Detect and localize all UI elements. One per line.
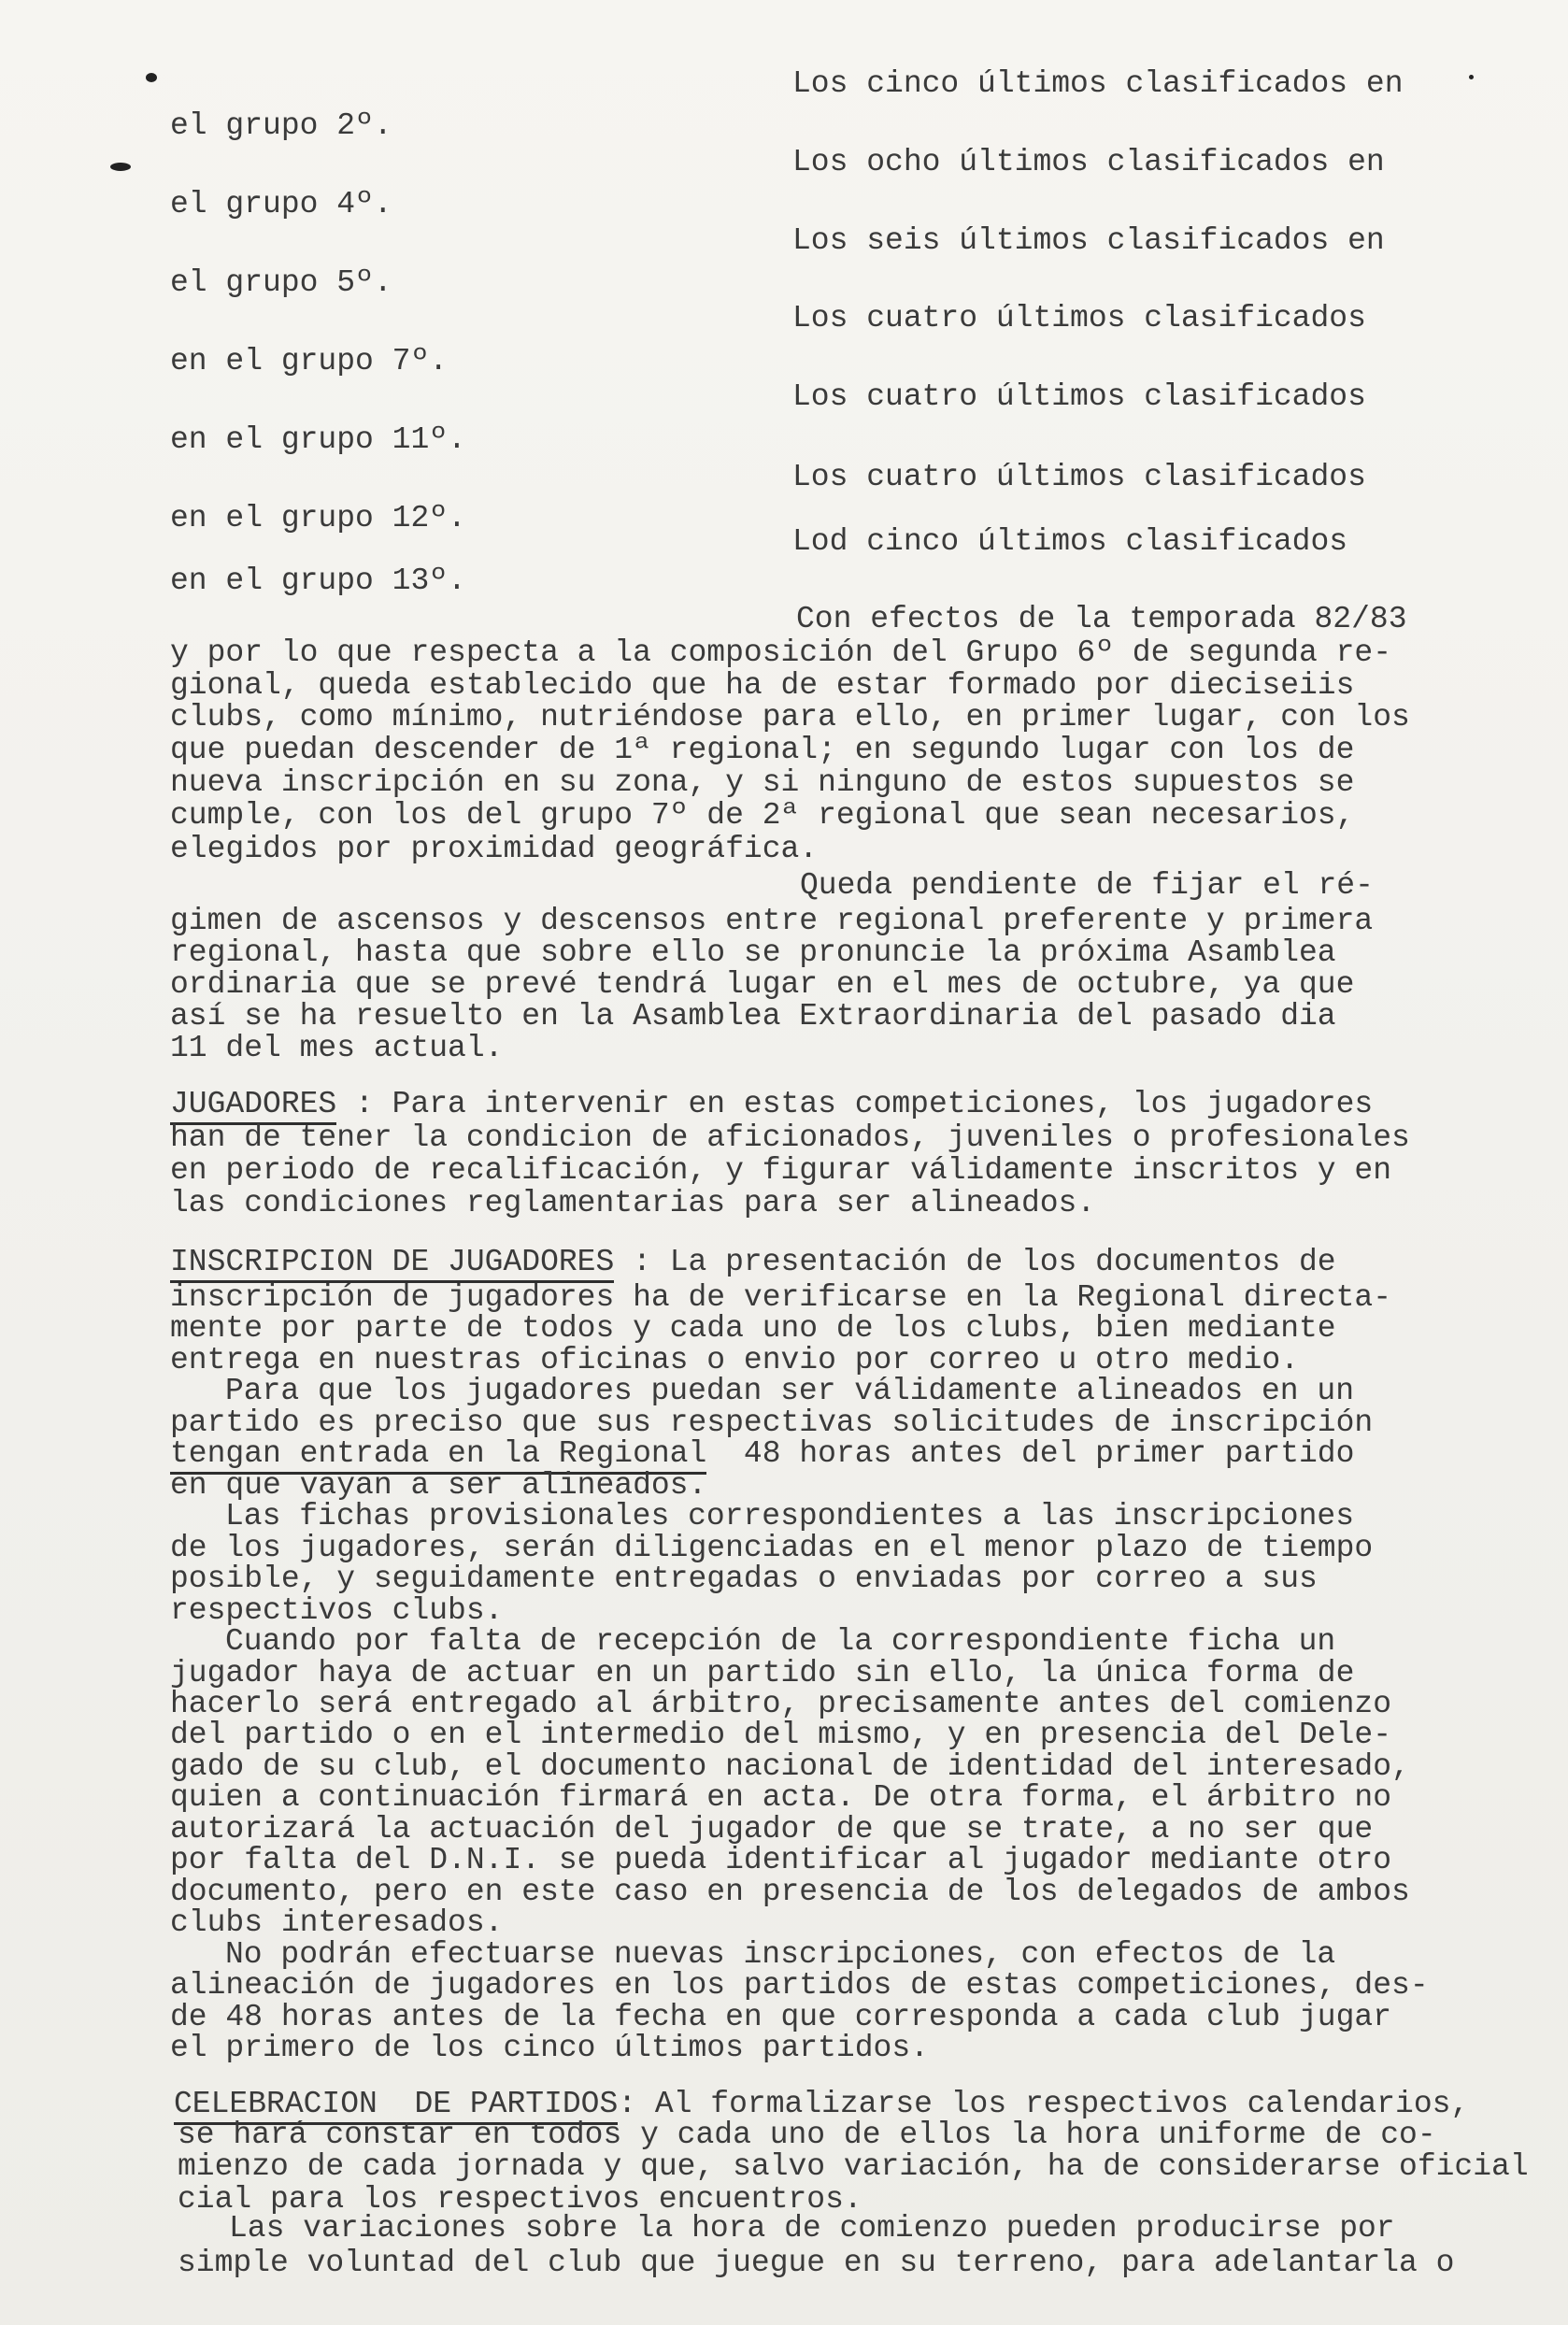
line-text: Para que los jugadores puedan ser válidamente alineados en un — [225, 1374, 1354, 1409]
line-text: respectivos clubs. — [170, 1592, 504, 1628]
text-line — [170, 1406, 1373, 1440]
text-line — [225, 1938, 1335, 1972]
text-line — [792, 67, 1404, 101]
line-text: Las variaciones sobre la hora de comienzo pueden producirse por — [229, 2211, 1395, 2246]
text-line — [170, 1813, 1373, 1847]
line-text: así se ha resuelto en la Asamblea Extraordinaria del pasado dia — [170, 999, 1336, 1034]
line-text: y por lo que respecta a la composición del Grupo 6º de segunda re- — [170, 635, 1392, 670]
underlined-heading: INSCRIPCION DE JUGADORES — [170, 1245, 614, 1283]
text-line — [229, 2212, 1395, 2246]
line-text: han de tener la condicion de aficionados, juveniles o profesionales — [170, 1120, 1410, 1155]
line-text: gimen de ascensos y descensos entre regional preferente y primera — [170, 904, 1374, 938]
text-line — [225, 1500, 1354, 1533]
text-line — [170, 799, 1354, 833]
line-text: en el grupo 13º. — [170, 563, 466, 598]
line-text: el grupo 2º. — [170, 108, 392, 143]
text-line — [170, 968, 1354, 1002]
text-line — [170, 936, 1336, 970]
line-text: : Al formalizarse los respectivos calendarios, — [618, 2087, 1470, 2121]
underlined-heading: JUGADORES — [170, 1087, 336, 1125]
line-text: del partido o en el intermedio del mismo, y en presencia del Dele- — [170, 1718, 1392, 1753]
text-line — [170, 1312, 1336, 1346]
text-line — [792, 461, 1366, 494]
text-line — [170, 266, 392, 300]
text-line — [170, 1688, 1391, 1721]
text-line — [178, 2118, 1436, 2152]
text-line — [170, 1750, 1410, 1784]
text-line — [170, 1657, 1354, 1690]
line-text: cumple, con los del grupo 7º de 2ª regional que sean necesarios, — [170, 798, 1355, 833]
text-line — [170, 701, 1410, 735]
line-text: 48 horas antes del primer partido — [706, 1436, 1355, 1472]
text-line — [170, 1246, 1336, 1279]
text-line — [792, 525, 1347, 559]
text-line — [170, 1032, 503, 1065]
line-text: clubs interesados. — [170, 1905, 504, 1941]
line-text: Los ocho últimos clasificados en — [792, 145, 1385, 179]
underlined-heading: CELEBRACION DE PARTIDOS — [174, 2087, 618, 2125]
line-text: Los cuatro últimos clasificados — [792, 379, 1366, 414]
line-text: entrega en nuestras oficinas o envio por correo u otro medio. — [170, 1342, 1299, 1377]
line-text: de 48 horas antes de la fecha en que corresponda a cada club jugar — [170, 1999, 1392, 2034]
text-line — [170, 1562, 1318, 1596]
text-line — [174, 2088, 1469, 2121]
text-line — [792, 380, 1366, 414]
text-line — [170, 2032, 929, 2065]
text-line — [796, 603, 1407, 636]
line-text: elegidos por proximidad geográfica. — [170, 832, 819, 866]
line-text: : Para intervenir en estas competiciones, los jugadores — [336, 1087, 1374, 1121]
text-line — [170, 1437, 1354, 1471]
text-line — [170, 833, 818, 866]
line-text: : La presentación de los documentos de — [614, 1245, 1336, 1279]
line-text: jugador haya de actuar en un partido sin ello, la única forma de — [170, 1655, 1355, 1690]
line-text: inscripción de jugadores ha de verificarse en la Regional directa- — [170, 1280, 1392, 1315]
underlined-heading: tengan entrada en la Regional — [170, 1436, 706, 1475]
line-text: que puedan descender de 1ª regional; en segundo lugar con los de — [170, 733, 1355, 767]
line-text: de los jugadores, serán diligenciadas en el menor plazo de tiempo — [170, 1530, 1374, 1565]
line-text: clubs, como mínimo, nutriéndose para ello, en primer lugar, con los — [170, 700, 1410, 735]
text-line — [170, 1594, 503, 1628]
text-line — [170, 1781, 1391, 1815]
line-text: quien a continuación firmará en acta. De otra forma, el árbitro no — [170, 1780, 1392, 1816]
text-line — [170, 1876, 1410, 1909]
line-text: mente por parte de todos y cada uno de los clubs, bien mediante — [170, 1311, 1336, 1347]
text-line — [170, 636, 1391, 670]
line-text: regional, hasta que sobre ello se pronuncie la próxima Asamblea — [170, 935, 1336, 970]
line-text: Las fichas provisionales correspondientes a las inscripciones — [225, 1499, 1354, 1534]
line-text: partido es preciso que sus respectivas solicitudes de inscripción — [170, 1405, 1374, 1440]
text-line — [170, 1469, 706, 1503]
line-text: el primero de los cinco últimos partidos. — [170, 2031, 929, 2066]
line-text: Con efectos de la temporada 82/83 — [796, 602, 1407, 636]
text-line — [178, 2150, 1529, 2184]
text-line — [170, 423, 466, 457]
line-text: cial para los respectivos encuentros. — [178, 2182, 862, 2217]
text-line — [170, 669, 1354, 703]
line-text: 11 del mes actual. — [170, 1031, 504, 1065]
text-line — [170, 2001, 1391, 2034]
text-line — [170, 502, 466, 535]
text-line — [225, 1375, 1354, 1408]
line-text: en periodo de recalificación, y figurar válidamente inscritos y en — [170, 1153, 1392, 1188]
line-text: Cuando por falta de recepción de la correspondiente ficha un — [225, 1624, 1336, 1660]
line-text: Lod cinco últimos clasificados — [792, 524, 1348, 559]
line-text: Los seis últimos clasificados en — [792, 223, 1385, 258]
line-text: No podrán efectuarse nuevas inscripciones, con efectos de la — [225, 1936, 1336, 1972]
text-line — [170, 1187, 1095, 1220]
line-text: Los cuatro últimos clasificados — [792, 460, 1366, 494]
text-line — [170, 1532, 1373, 1565]
text-line — [170, 734, 1354, 767]
line-text: en el grupo 11º. — [170, 422, 466, 457]
line-text: Los cuatro últimos clasificados — [792, 301, 1366, 335]
text-line — [170, 1719, 1391, 1752]
line-text: hacerlo será entregado al árbitro, precisamente antes del comienzo — [170, 1686, 1392, 1721]
line-text: en el grupo 7º. — [170, 344, 449, 378]
text-line — [170, 1000, 1336, 1034]
line-text: ordinaria que se prevé tendrá lugar en el mes de octubre, ya que — [170, 967, 1355, 1002]
line-text: el grupo 5º. — [170, 265, 392, 300]
text-line — [225, 1625, 1335, 1659]
line-text: gado de su club, el documento nacional de identidad del interesado, — [170, 1748, 1410, 1784]
line-text: posible, y seguidamente entregadas o enviadas por correo a sus — [170, 1562, 1318, 1597]
text-line — [170, 1906, 503, 1940]
line-text: documento, pero en este caso en presencia de los delegados de ambos — [170, 1874, 1410, 1909]
text-line — [170, 1121, 1410, 1155]
text-line — [170, 1154, 1391, 1188]
text-line — [178, 2247, 1454, 2280]
line-text: en que vayan a ser alineados. — [170, 1467, 707, 1503]
text-line — [170, 188, 392, 221]
text-line — [800, 869, 1374, 903]
text-line — [170, 1969, 1429, 2003]
text-line — [170, 1344, 1299, 1377]
text-line — [792, 146, 1385, 179]
text-line — [792, 302, 1366, 335]
line-text: nueva inscripción en su zona, y si ninguno de estos supuestos se — [170, 765, 1355, 800]
text-line — [170, 1281, 1391, 1315]
line-text: alineación de jugadores en los partidos de estas competiciones, des- — [170, 1968, 1429, 2004]
line-text: simple voluntad del club que juegue en su terreno, para adelantarla o — [178, 2246, 1455, 2280]
text-line — [170, 564, 466, 598]
text-line — [792, 224, 1385, 258]
ink-speck — [146, 73, 157, 82]
text-line — [170, 1844, 1391, 1877]
text-line — [170, 905, 1373, 938]
text-line — [170, 109, 392, 143]
line-text: mienzo de cada jornada y que, salvo variación, ha de considerarse oficial — [178, 2149, 1529, 2184]
line-text: las condiciones reglamentarias para ser alineados. — [170, 1186, 1096, 1220]
line-text: se hará constar en todos y cada uno de ellos la hora uniforme de co- — [178, 2118, 1436, 2152]
punch-mark — [110, 163, 131, 171]
text-line — [170, 766, 1354, 800]
text-line — [170, 1088, 1373, 1121]
text-line — [170, 345, 448, 378]
line-text: Queda pendiente de fijar el ré- — [800, 868, 1374, 903]
line-text: Los cinco últimos clasificados en — [792, 66, 1404, 101]
line-text: autorizará la actuación del jugador de que se trate, a no ser que — [170, 1811, 1374, 1847]
ink-speck — [1469, 75, 1474, 79]
line-text: por falta del D.N.I. se pueda identificar al jugador mediante otro — [170, 1843, 1392, 1878]
line-text: gional, queda establecido que ha de estar formado por dieciseiis — [170, 668, 1355, 703]
line-text: en el grupo 12º. — [170, 501, 466, 535]
line-text: el grupo 4º. — [170, 187, 392, 221]
